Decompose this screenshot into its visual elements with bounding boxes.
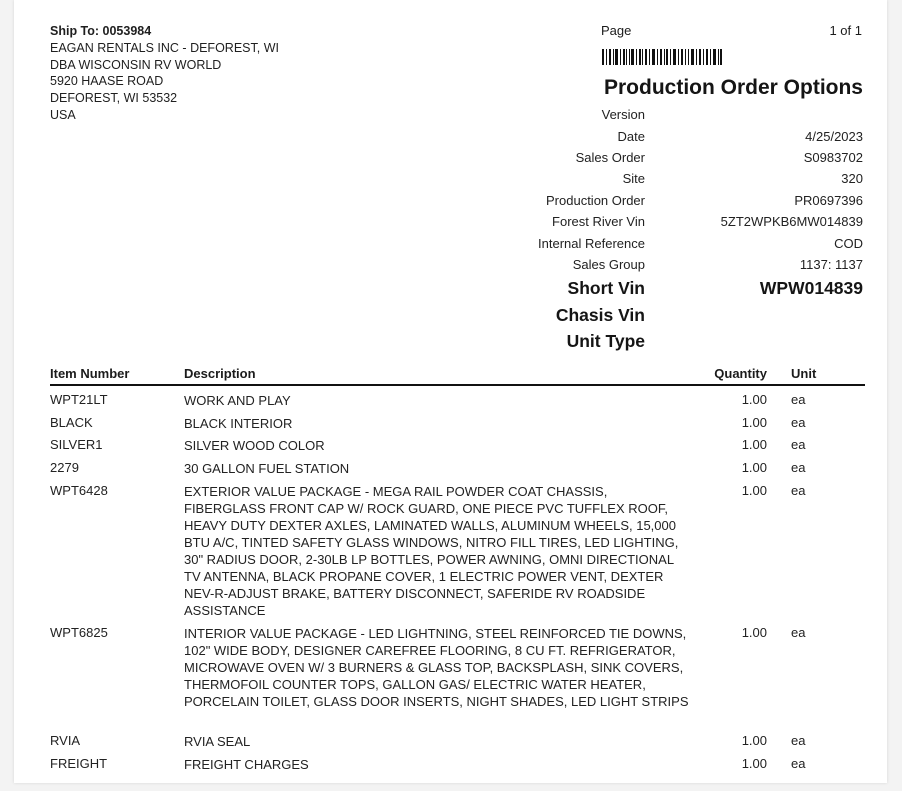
item-quantity: 1.00 bbox=[741, 625, 767, 640]
meta-label-unit-type: Unit Type bbox=[566, 331, 645, 351]
meta-value-production-order: PR0697396 bbox=[794, 193, 863, 208]
meta-value-sales-order: S0983702 bbox=[803, 150, 863, 165]
item-unit: ea bbox=[791, 625, 806, 640]
item-description: BLACK INTERIOR bbox=[184, 416, 293, 431]
item-description: SILVER WOOD COLOR bbox=[184, 438, 325, 453]
meta-label-internal-reference: Internal Reference bbox=[538, 236, 645, 251]
meta-label-sales-order: Sales Order bbox=[575, 150, 645, 165]
meta-label-chassis-vin: Chasis Vin bbox=[555, 305, 645, 325]
meta-label-production-order: Production Order bbox=[546, 193, 645, 208]
meta-label-version: Version bbox=[601, 107, 645, 122]
item-quantity: 1.00 bbox=[741, 437, 767, 452]
item-number: BLACK bbox=[50, 415, 93, 430]
item-unit: ea bbox=[791, 415, 806, 430]
ship-to-address bbox=[50, 23, 279, 124]
ship-to-line: DEFOREST, WI 53532 bbox=[50, 91, 178, 106]
ship-to-line: 5920 HAASE ROAD bbox=[50, 74, 164, 89]
item-unit: ea bbox=[791, 483, 806, 498]
barcode-icon bbox=[602, 49, 722, 65]
item-number: 2279 bbox=[50, 460, 79, 475]
meta-value-site: 320 bbox=[841, 171, 863, 186]
item-description: 30 GALLON FUEL STATION bbox=[184, 461, 350, 476]
item-number: FREIGHT bbox=[50, 756, 108, 771]
meta-label-forest-river-vin: Forest River Vin bbox=[552, 214, 645, 229]
item-number: RVIA bbox=[50, 733, 81, 748]
meta-value-date: 4/25/2023 bbox=[805, 129, 863, 144]
item-unit: ea bbox=[791, 437, 806, 452]
column-header-item-number: Item Number bbox=[50, 366, 130, 381]
column-header-description: Description bbox=[184, 366, 256, 381]
item-quantity: 1.00 bbox=[741, 415, 767, 430]
item-quantity: 1.00 bbox=[741, 756, 767, 771]
page-label: Page bbox=[601, 23, 632, 38]
item-number: WPT21LT bbox=[50, 392, 108, 407]
meta-value-short-vin: WPW014839 bbox=[759, 278, 863, 298]
ship-to-line: DBA WISCONSIN RV WORLD bbox=[50, 57, 222, 72]
header-divider bbox=[50, 384, 865, 386]
ship-to-line: USA bbox=[50, 107, 76, 122]
item-unit: ea bbox=[791, 733, 806, 748]
item-number: SILVER1 bbox=[50, 437, 103, 452]
document-page bbox=[14, 0, 887, 783]
meta-value-forest-river-vin: 5ZT2WPKB6MW014839 bbox=[720, 214, 863, 229]
document-title: Production Order Options bbox=[603, 76, 863, 99]
item-description: EXTERIOR VALUE PACKAGE - MEGA RAIL POWDER COAT CHASSIS, FIBERGLASS FRONT CAP W/ ROCK GUARD, ONE PIECE PVC TUFFLEX ROOF, HEAVY DUTY DEXTER AXLES, LAMINATED WALLS, ALUMINUM WHEELS, 15,000 BTU A/C, TINTED SAFETY GLASS WINDOWS, NITRO FILL TIRES, LED LIGHTING, 30" RADIUS DOOR, 2-30LB LP BOTTLES, POWER AWNING, OMNI DIRECTIONAL TV ANTENNA, BLACK PROPANE COVER, 1 ELECTRIC POWER VENT, DEXTER NEV-R-ADJUST BRAKE, BATTERY DISCONNECT, SAFERIDE RV ROADSIDE ASSISTANCE bbox=[184, 484, 679, 618]
ship-to-heading: Ship To: 0053984 bbox=[50, 24, 152, 38]
meta-label-short-vin: Short Vin bbox=[567, 278, 645, 298]
meta-label-site: Site bbox=[622, 171, 645, 186]
item-description: WORK AND PLAY bbox=[184, 393, 291, 408]
item-unit: ea bbox=[791, 756, 806, 771]
meta-value-sales-group: 1137: 1137 bbox=[799, 257, 863, 272]
ship-to-line: EAGAN RENTALS INC - DEFOREST, WI bbox=[50, 40, 279, 55]
item-unit: ea bbox=[791, 460, 806, 475]
item-description: RVIA SEAL bbox=[184, 734, 251, 749]
meta-label-date: Date bbox=[617, 129, 645, 144]
item-quantity: 1.00 bbox=[741, 460, 767, 475]
meta-value-internal-reference: COD bbox=[834, 236, 863, 251]
meta-label-sales-group: Sales Group bbox=[572, 257, 645, 272]
item-quantity: 1.00 bbox=[741, 392, 767, 407]
item-quantity: 1.00 bbox=[741, 483, 767, 498]
page-number: 1 of 1 bbox=[829, 23, 862, 38]
item-number: WPT6428 bbox=[50, 483, 108, 498]
item-description: FREIGHT CHARGES bbox=[184, 757, 309, 772]
item-unit: ea bbox=[791, 392, 806, 407]
item-description: INTERIOR VALUE PACKAGE - LED LIGHTNING, STEEL REINFORCED TIE DOWNS, 102" WIDE BODY, DESIGNER CAREFREE FLOORING, 8 CU FT. REFRIGERATOR, MICROWAVE OVEN W/ 3 BURNERS & GLASS TOP, BACKSPLASH, SINK COVERS, THERMOFOIL COUNTER TOPS, GALLON GAS/ ELECTRIC WATER HEATER, PORCELAIN TOILET, GLASS DOOR INSERTS, NIGHT SHADES, LED LIGHT STRIPS bbox=[184, 626, 689, 709]
item-number: WPT6825 bbox=[50, 625, 108, 640]
item-quantity: 1.00 bbox=[741, 733, 767, 748]
column-header-unit: Unit bbox=[791, 366, 817, 381]
column-header-quantity: Quantity bbox=[714, 366, 767, 381]
